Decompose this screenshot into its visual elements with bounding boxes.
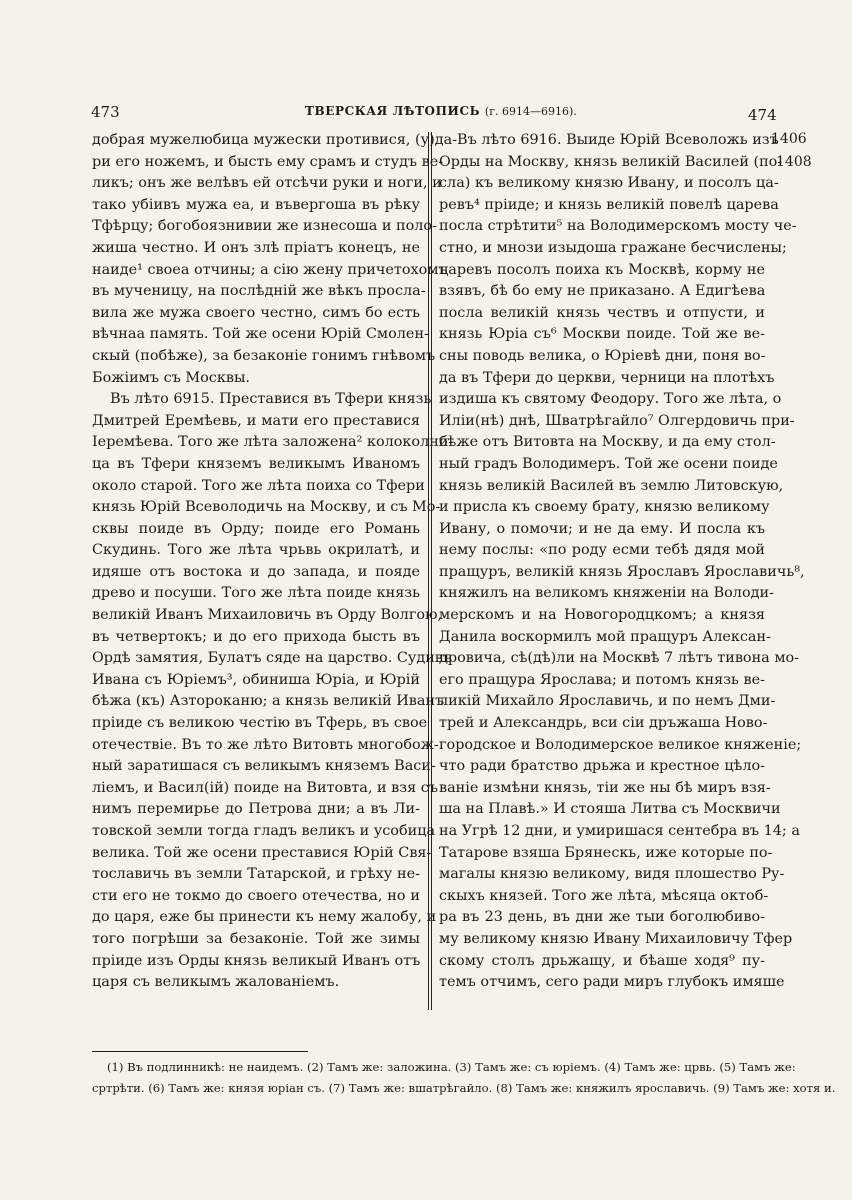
text-line: стно, и мнози изыдоша гражане бесчислены;: [439, 239, 787, 256]
margin-year: 1408: [776, 154, 812, 170]
footnote-line: сртрѣти. (6) Тамъ же: князя юріан съ. (7) Тамъ же: вшатрѣгайло. (8) Тамъ же: княжилъ ярославичь. (9) Тамъ же: хотя и.: [92, 1081, 836, 1095]
text-line: ра въ 23 день, въ дни же тыи боголюбиво-: [439, 909, 765, 926]
text-line: Въ лѣто 6916. Выиде Юрій Всеволожь изъ: [457, 132, 779, 148]
text-line: ревъ⁴ пріиде; и князь великій повелѣ царева: [439, 196, 779, 213]
text-line: на Угрѣ 12 дни, и умиришася сентебра въ 14; а: [439, 823, 800, 839]
running-head-years: (г. 6914—6916).: [484, 105, 577, 118]
text-line: въ четвертокъ; и до его прихода бысть въ: [92, 628, 420, 645]
text-line: отечествіе. Въ то же лѣто Витовть многобож-: [92, 736, 439, 753]
text-line: издиша къ святому Феодору. Того же лѣта, о: [439, 391, 782, 408]
text-line: добрая мужелюбица мужески противися, (у)да-: [92, 132, 458, 148]
text-line: Въ лѣто 6915. Преставися въ Тфери князь: [110, 391, 432, 408]
text-line: вѣчнаа память. Той же осени Юрій Смолен-: [92, 326, 429, 343]
page-number-left: 473: [91, 103, 120, 121]
text-line: его пращура Ярослава; и потомъ князь ве-: [439, 671, 765, 688]
text-line: Ивана съ Юріемъ³, обиниша Юріа, и Юрій: [92, 671, 420, 688]
running-head: [305, 104, 577, 118]
text-line: нимъ перемирье до Петрова дни; а въ Ли-: [92, 801, 420, 818]
text-line: ликій Михайло Ярославичь, и по немъ Дми-: [439, 693, 776, 710]
footnotes: [92, 1057, 836, 1099]
text-line: пращуръ, великій князь Ярославъ Ярославичь⁸,: [439, 563, 805, 580]
text-line: пріиде изъ Орды князь великый Иванъ отъ: [92, 952, 421, 969]
text-line: велика. Той же осени преставися Юрій Свя-: [92, 844, 432, 861]
text-line: князь Юрій Всеволодичь на Москву, и съ Мо-: [92, 499, 441, 516]
text-line: посла стрѣтити⁵ на Володимерскомъ мосту че-: [439, 218, 797, 235]
text-line: бѣжа (къ) Азтороканю; а князь великій Иванъ: [92, 693, 445, 710]
text-line: ша на Плавѣ.» И стояша Литва съ Москвичи: [439, 801, 781, 818]
text-line: городское и Володимерское великое княженіе;: [439, 736, 802, 753]
text-line: древо и посуши. Того же лѣта поиде князь: [92, 585, 420, 602]
text-line: сти его не токмо до своего отечества, но и: [92, 887, 420, 904]
text-line: ца въ Тфери княземъ великымъ Иваномъ: [92, 455, 420, 472]
text-line: тако убіивъ мужа еа, и въвергоша въ рѣку: [92, 196, 420, 213]
text-line: скому столъ дрьжащу, и бѣаше ходя⁹ пу-: [439, 952, 765, 969]
text-line: темъ отчимъ, сего ради миръ глубокъ имяше: [439, 974, 785, 991]
text-line: бѣже отъ Витовта на Москву, и да ему стол-: [439, 434, 776, 451]
text-line: Данила воскормилъ мой пращуръ Алексан-: [439, 628, 771, 645]
margin-year: 1406: [771, 131, 807, 147]
text-line: ліемъ, и Васил(ій) поиде на Витовта, и взя съ: [92, 779, 438, 796]
text-line: князь великій Василей въ землю Литовскую,: [439, 477, 784, 494]
text-line: магалы князю великому, видя плошество Ру-: [439, 866, 785, 883]
text-line: около старой. Того же лѣта поиха со Тфери: [92, 477, 425, 494]
text-line: вила же мужа своего честно, симъ бо есть: [92, 304, 420, 321]
text-line: ный заратишася съ великымъ княземъ Васи-: [92, 758, 436, 775]
text-line: ри его ножемъ, и бысть ему срамъ и студъ ве-: [92, 153, 444, 170]
text-line: взявъ, бѣ бо ему не приказано. А Едигѣева: [439, 283, 766, 300]
footnote-rule: [92, 1051, 308, 1052]
text-line: сквы поиде въ Орду; поиде его Романь: [92, 520, 420, 537]
text-line: Татарове взяша Брянескь, иже которые по-: [439, 844, 773, 861]
text-line: жиша честно. И онъ злѣ пріатъ конецъ, не: [92, 239, 420, 256]
text-line: трей и Александрь, вси сіи дръжаша Ново-: [439, 715, 768, 732]
text-line: царя съ великымъ жалованіемъ.: [92, 974, 340, 991]
text-line: ваніе измѣни князь, тіи же ны бѣ миръ взя-: [439, 779, 771, 796]
page-number-right: 474: [748, 106, 777, 124]
text-line: идяше отъ востока и до запада, и пояде: [92, 563, 420, 580]
text-line: да въ Тфери до церкви, черници на плотѣхъ: [439, 369, 775, 386]
text-line: посла великій князь чествъ и отпусти, и: [439, 304, 765, 321]
text-line: тославичь въ земли Татарской, и грѣху не-: [92, 866, 420, 883]
text-line: Божіимъ съ Москвы.: [92, 369, 250, 386]
text-line: ликъ; онъ же велѣвъ ей отсѣчи руки и ноги, и: [92, 175, 442, 192]
column-divider: [428, 132, 432, 1010]
text-line: скыхъ князей. Того же лѣта, мѣсяца октоб-: [439, 887, 769, 904]
text-line: и присла къ своему брату, князю великому: [439, 499, 770, 516]
text-line: Тфѣрцу; богобоязнивии же изнесоша и поло-: [92, 218, 437, 235]
text-line: нему послы: «по роду есми тебѣ дядя мой: [439, 542, 765, 559]
text-line: въ мученицу, на послѣдній же вѣкъ просла-: [92, 283, 426, 300]
text-line: Іеремѣева. Того же лѣта заложена² колоколни-: [92, 434, 454, 451]
text-line: Иліи(нѣ) днѣ, Шватрѣгайло⁷ Олгердовичь при-: [439, 412, 795, 429]
text-line: великій Иванъ Михаиловичь въ Орду Волгою,: [92, 607, 443, 624]
text-line: Ордѣ замятия, Булатъ сяде на царство. Судивъ: [92, 650, 453, 667]
text-line: наиде¹ своеа отчины; а сію жену причетохомъ: [92, 261, 448, 278]
text-line: до царя, еже бы принести къ нему жалобу, и: [92, 909, 437, 926]
text-line: ный градъ Володимеръ. Той же осени поиде: [439, 455, 778, 472]
text-line: пріиде съ великою честію въ Тферь, въ свое: [92, 715, 428, 732]
text-line: дровича, сѣ(дѣ)ли на Москвѣ 7 лѣтъ тивона мо-: [439, 650, 800, 667]
text-line: княжилъ на великомъ княженіи на Володи-: [439, 585, 774, 602]
text-line: сла) къ великому князю Ивану, и посолъ ца-: [439, 175, 779, 192]
text-line: того погрѣши за безаконіе. Той же зимы: [92, 930, 420, 947]
text-line: что ради братство дрьжа и крестное цѣло-: [439, 758, 765, 775]
text-line: Ивану, о помочи; и не да ему. И посла къ: [439, 520, 765, 537]
left-text-column: [92, 130, 458, 994]
text-line: скый (побѣже), за безаконіе гонимъ гнѣвомъ: [92, 347, 436, 364]
text-line: Скудинь. Того же лѣта чрьвь окрилатѣ, и: [92, 542, 420, 559]
text-line: товской земли тогда гладъ великъ и усобица: [92, 823, 436, 839]
text-line: Орды на Москву, князь великій Василей (по-: [439, 153, 783, 170]
text-line: Дмитрей Еремѣевь, и мати его преставися: [92, 412, 420, 429]
text-line: князь Юріа съ⁶ Москви поиде. Той же ве-: [439, 326, 765, 343]
text-line: мерскомъ и на Новогородцкомъ; а князя: [439, 607, 765, 624]
running-head-title: ТВЕРСКАЯ ЛѢТОПИСЬ: [305, 104, 481, 118]
text-line: сны поводь велика, о Юріевѣ дни, поня во-: [439, 347, 766, 364]
text-line: царевъ посолъ поиха къ Москвѣ, корму не: [439, 261, 765, 278]
footnote-line: (1) Въ подлинникѣ: не наидемъ. (2) Тамъ же: заложина. (3) Тамъ же: съ юріемъ. (4) Тамъ же: црвь. (5) Тамъ же:: [107, 1060, 796, 1074]
text-line: му великому князю Ивану Михаиловичу Тфер: [439, 930, 793, 947]
